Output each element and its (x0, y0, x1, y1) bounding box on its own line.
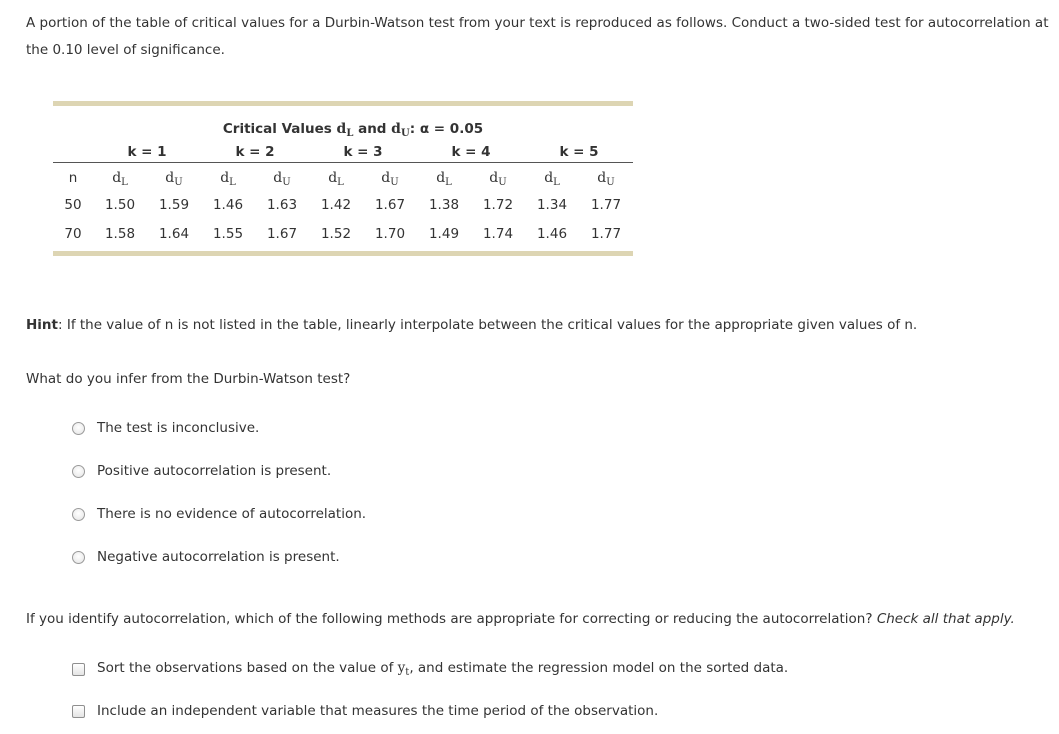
du-header: $d_U$ (273, 170, 291, 188)
k-header: k = 1 (127, 144, 167, 160)
du-header: $d_U$ (597, 170, 615, 188)
value-cell: 1.70 (374, 226, 406, 242)
radio-button[interactable] (72, 422, 85, 435)
radio-option-label[interactable]: Positive autocorrelation is present. (97, 463, 332, 479)
dl-header: $d_L$ (112, 170, 128, 188)
intro-text: A portion of the table of critical values for a Durbin-Watson test from your text is reproduced as follows. Conduct a two-sided test for autocorrelation at the 0.10 level of significance. (26, 15, 1049, 58)
check-all-emphasis: Check all that apply. (876, 611, 1015, 627)
caption-alpha: α = 0.05 (419, 121, 484, 137)
hint-label: Hint (26, 317, 58, 333)
durbin-watson-table (53, 101, 633, 256)
radio-option-label[interactable]: Negative autocorrelation is present. (97, 549, 340, 565)
value-cell: 1.50 (104, 197, 136, 213)
question-correction-methods: If you identify autocorrelation, which of the following methods are appropriate for correcting or reducing the autocorrelation? Check all that apply. (26, 611, 1015, 627)
checkbox-option-label[interactable]: Include an independent variable that measures the time period of the observation. (97, 703, 659, 719)
value-cell: 1.38 (428, 197, 460, 213)
value-cell: 1.58 (104, 226, 136, 242)
dl-header: $d_L$ (544, 170, 560, 188)
du-header: $d_U$ (381, 170, 399, 188)
value-cell: 1.64 (158, 226, 190, 242)
value-cell: 1.72 (482, 197, 514, 213)
n-cell: 70 (64, 226, 82, 242)
question-durbin-watson: What do you infer from the Durbin-Watson test? (26, 371, 351, 387)
value-cell: 1.59 (158, 197, 190, 213)
radio-option-positive[interactable] (72, 463, 331, 479)
value-cell: 1.74 (482, 226, 514, 242)
n-cell: 50 (64, 197, 82, 213)
radio-option-label[interactable]: The test is inconclusive. (97, 420, 260, 436)
caption-du: $d_U$ (391, 121, 410, 139)
table-row (53, 220, 633, 249)
radio-button[interactable] (72, 508, 85, 521)
radio-option-negative[interactable] (72, 549, 340, 565)
value-cell: 1.52 (320, 226, 352, 242)
value-cell: 1.77 (590, 226, 622, 242)
value-cell: 1.67 (266, 226, 298, 242)
caption-prefix: Critical Values (222, 121, 332, 137)
checkbox[interactable] (72, 705, 85, 718)
checkbox-option-sort[interactable] (72, 660, 788, 678)
value-cell: 1.49 (428, 226, 460, 242)
column-header-row (53, 163, 633, 191)
n-header: n (68, 170, 78, 186)
dl-header: $d_L$ (328, 170, 344, 188)
table-bottom-rule (53, 251, 633, 256)
k-header: k = 3 (343, 144, 383, 160)
value-cell: 1.42 (320, 197, 352, 213)
value-cell: 1.55 (212, 226, 244, 242)
k-header: k = 2 (235, 144, 275, 160)
radio-option-label[interactable]: There is no evidence of autocorrelation. (97, 506, 367, 522)
dl-header: $d_L$ (220, 170, 236, 188)
value-cell: 1.67 (374, 197, 406, 213)
value-cell: 1.46 (212, 197, 244, 213)
hint-text (26, 317, 917, 333)
checkbox[interactable] (72, 663, 85, 676)
value-cell: 1.77 (590, 197, 622, 213)
du-header: $d_U$ (489, 170, 507, 188)
caption-dl: $d_L$ (336, 121, 354, 139)
yt-symbol: $y_t$ (397, 660, 410, 678)
value-cell: 1.34 (536, 197, 568, 213)
radio-option-no-evidence[interactable] (72, 506, 366, 522)
value-cell: 1.63 (266, 197, 298, 213)
table-caption: Critical Values $d_L$ and $d_U$: α = 0.05 (222, 121, 484, 139)
caption-and: and (358, 121, 387, 137)
radio-button[interactable] (72, 551, 85, 564)
hint-body: : If the value of n is not listed in the table, linearly interpolate between the critical values for the appropriate given values of n. (58, 317, 918, 333)
checkbox-option-time-variable[interactable] (72, 703, 658, 719)
du-header: $d_U$ (165, 170, 183, 188)
table-row (53, 191, 633, 220)
checkbox-option-label[interactable]: Sort the observations based on the value of $y_t$, and estimate the regression model on the sorted data. (97, 660, 789, 678)
k-header-row (53, 142, 633, 163)
value-cell: 1.46 (536, 226, 568, 242)
k-header: k = 5 (559, 144, 599, 160)
radio-option-inconclusive[interactable] (72, 420, 259, 436)
k-header: k = 4 (451, 144, 491, 160)
radio-button[interactable] (72, 465, 85, 478)
dl-header: $d_L$ (436, 170, 452, 188)
table-top-rule (53, 101, 633, 106)
